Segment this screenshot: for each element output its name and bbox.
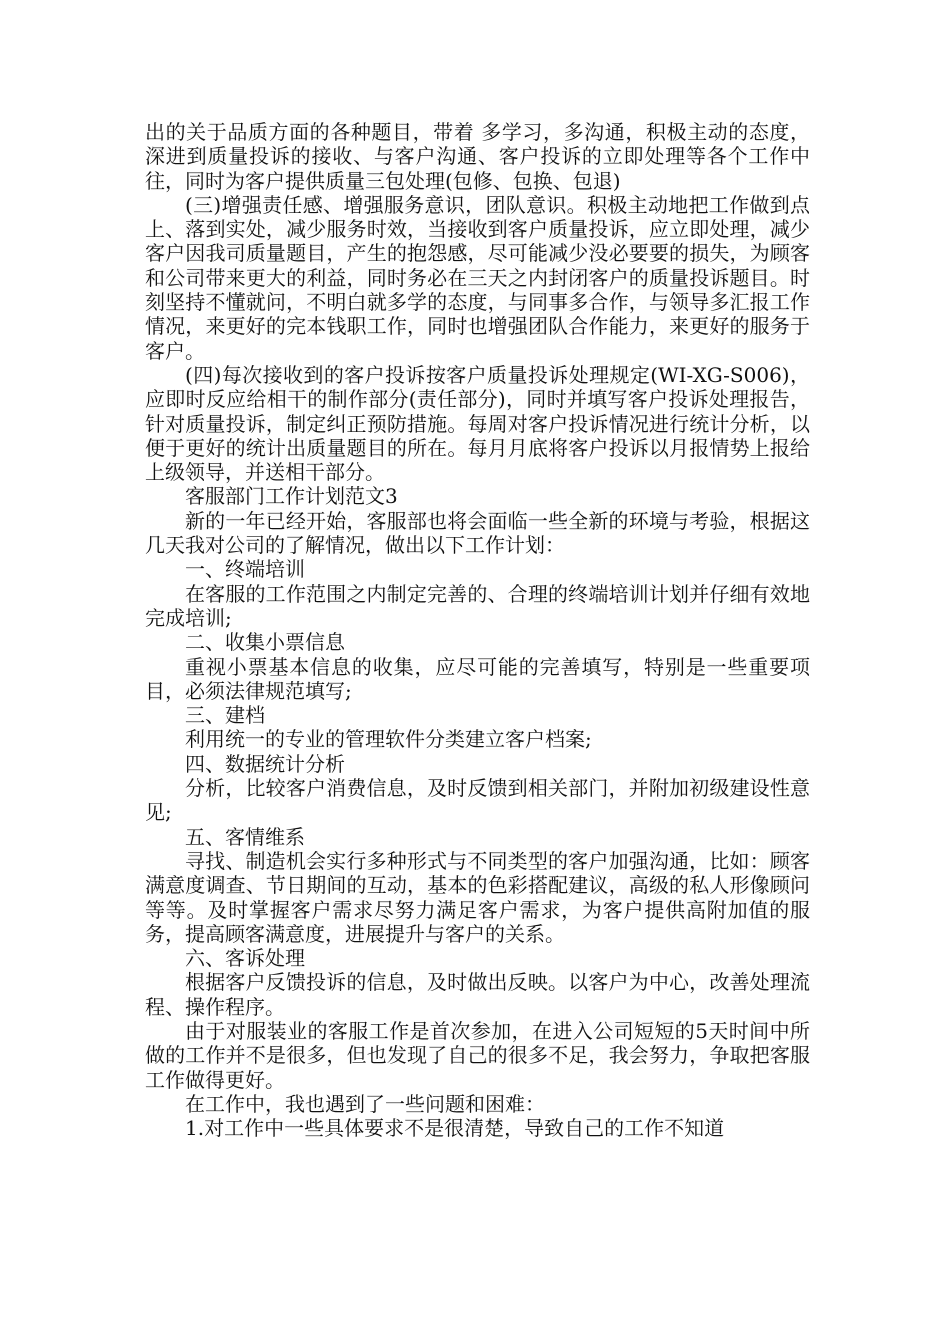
paragraph: 寻找、制造机会实行多种形式与不同类型的客户加强沟通，比如：顾客满意度调查、节日期间的互动，基本的色彩搭配建议，高级的私人形像顾问等等。及时掌握客户需求尽努力满足客户需求，为客户提供高附加值的服务，提高顾客满意度，进展提升与客户的关系。	[145, 848, 810, 946]
paragraph: (四)每次接收到的客户投诉按客户质量投诉处理规定(WI-XG-S006)，应即时反应给相干的制作部分(责任部分)，同时并填写客户投诉处理报告，针对质量投诉，制定纠正预防措施。每周对客户投诉情况进行统计分析，以便于更好的统计出质量题目的所在。每月月底将客户投诉以月报情势上报给上级领导，并送相干部分。	[145, 362, 810, 485]
section-heading: 客服部门工作计划范文3	[185, 484, 398, 509]
paragraph: 重视小票基本信息的收集，应尽可能的完善填写，特别是一些重要项目，必须法律规范填写;	[145, 654, 810, 703]
list-heading: 六、客诉处理	[185, 946, 305, 971]
paragraph: 分析，比较客户消费信息，及时反馈到相关部门，并附加初级建设性意见;	[145, 776, 810, 825]
paragraph: 在客服的工作范围之内制定完善的、合理的终端培训计划并仔细有效地完成培训;	[145, 581, 810, 630]
list-heading: 三、建档	[185, 703, 265, 728]
paragraph: 新的一年已经开始，客服部也将会面临一些全新的环境与考验，根据这几天我对公司的了解情况，做出以下工作计划：	[145, 508, 810, 558]
list-heading: 五、客情维系	[185, 824, 305, 849]
paragraph: 出的关于品质方面的各种题目，带着 多学习，多沟通，积极主动的态度，深进到质量投诉的接收、与客户沟通、客户投诉的立即处理等各个工作中往，同时为客户提供质量三包处理(包修、包换、包退)	[145, 120, 810, 193]
paragraph: 根据客户反馈投诉的信息，及时做出反映。以客户为中心，改善处理流程、操作程序。	[145, 970, 810, 1019]
list-heading: 四、数据统计分析	[185, 751, 345, 776]
document-body	[145, 120, 810, 1140]
paragraph: 利用统一的专业的管理软件分类建立客户档案;	[185, 727, 592, 752]
paragraph: 1.对工作中一些具体要求不是很清楚，导致自己的工作不知道	[185, 1116, 725, 1141]
paragraph: (三)增强责任感、增强服务意识，团队意识。积极主动地把工作做到点上、落到实处，减少服务时效，当接收到客户质量投诉，应立即处理，减少客户因我司质量题目，产生的抱怨感，尽可能减少没必要要的损失，为顾客和公司带来更大的利益，同时务必在三天之内封闭客户的质量投诉题目。时刻坚持不懂就问，不明白就多学的态度，与同事多合作，与领导多汇报工作情况，来更好的完本钱职工作，同时也增强团队合作能力，来更好的服务于客户。	[145, 192, 810, 363]
paragraph: 由于对服装业的客服工作是首次参加，在进入公司短短的5天时间中所做的工作并不是很多，但也发现了自己的很多不足，我会努力，争取把客服工作做得更好。	[145, 1018, 810, 1092]
paragraph: 在工作中，我也遇到了一些问题和困难：	[185, 1091, 545, 1116]
list-heading: 一、终端培训	[185, 557, 305, 582]
list-heading: 二、收集小票信息	[185, 630, 345, 655]
